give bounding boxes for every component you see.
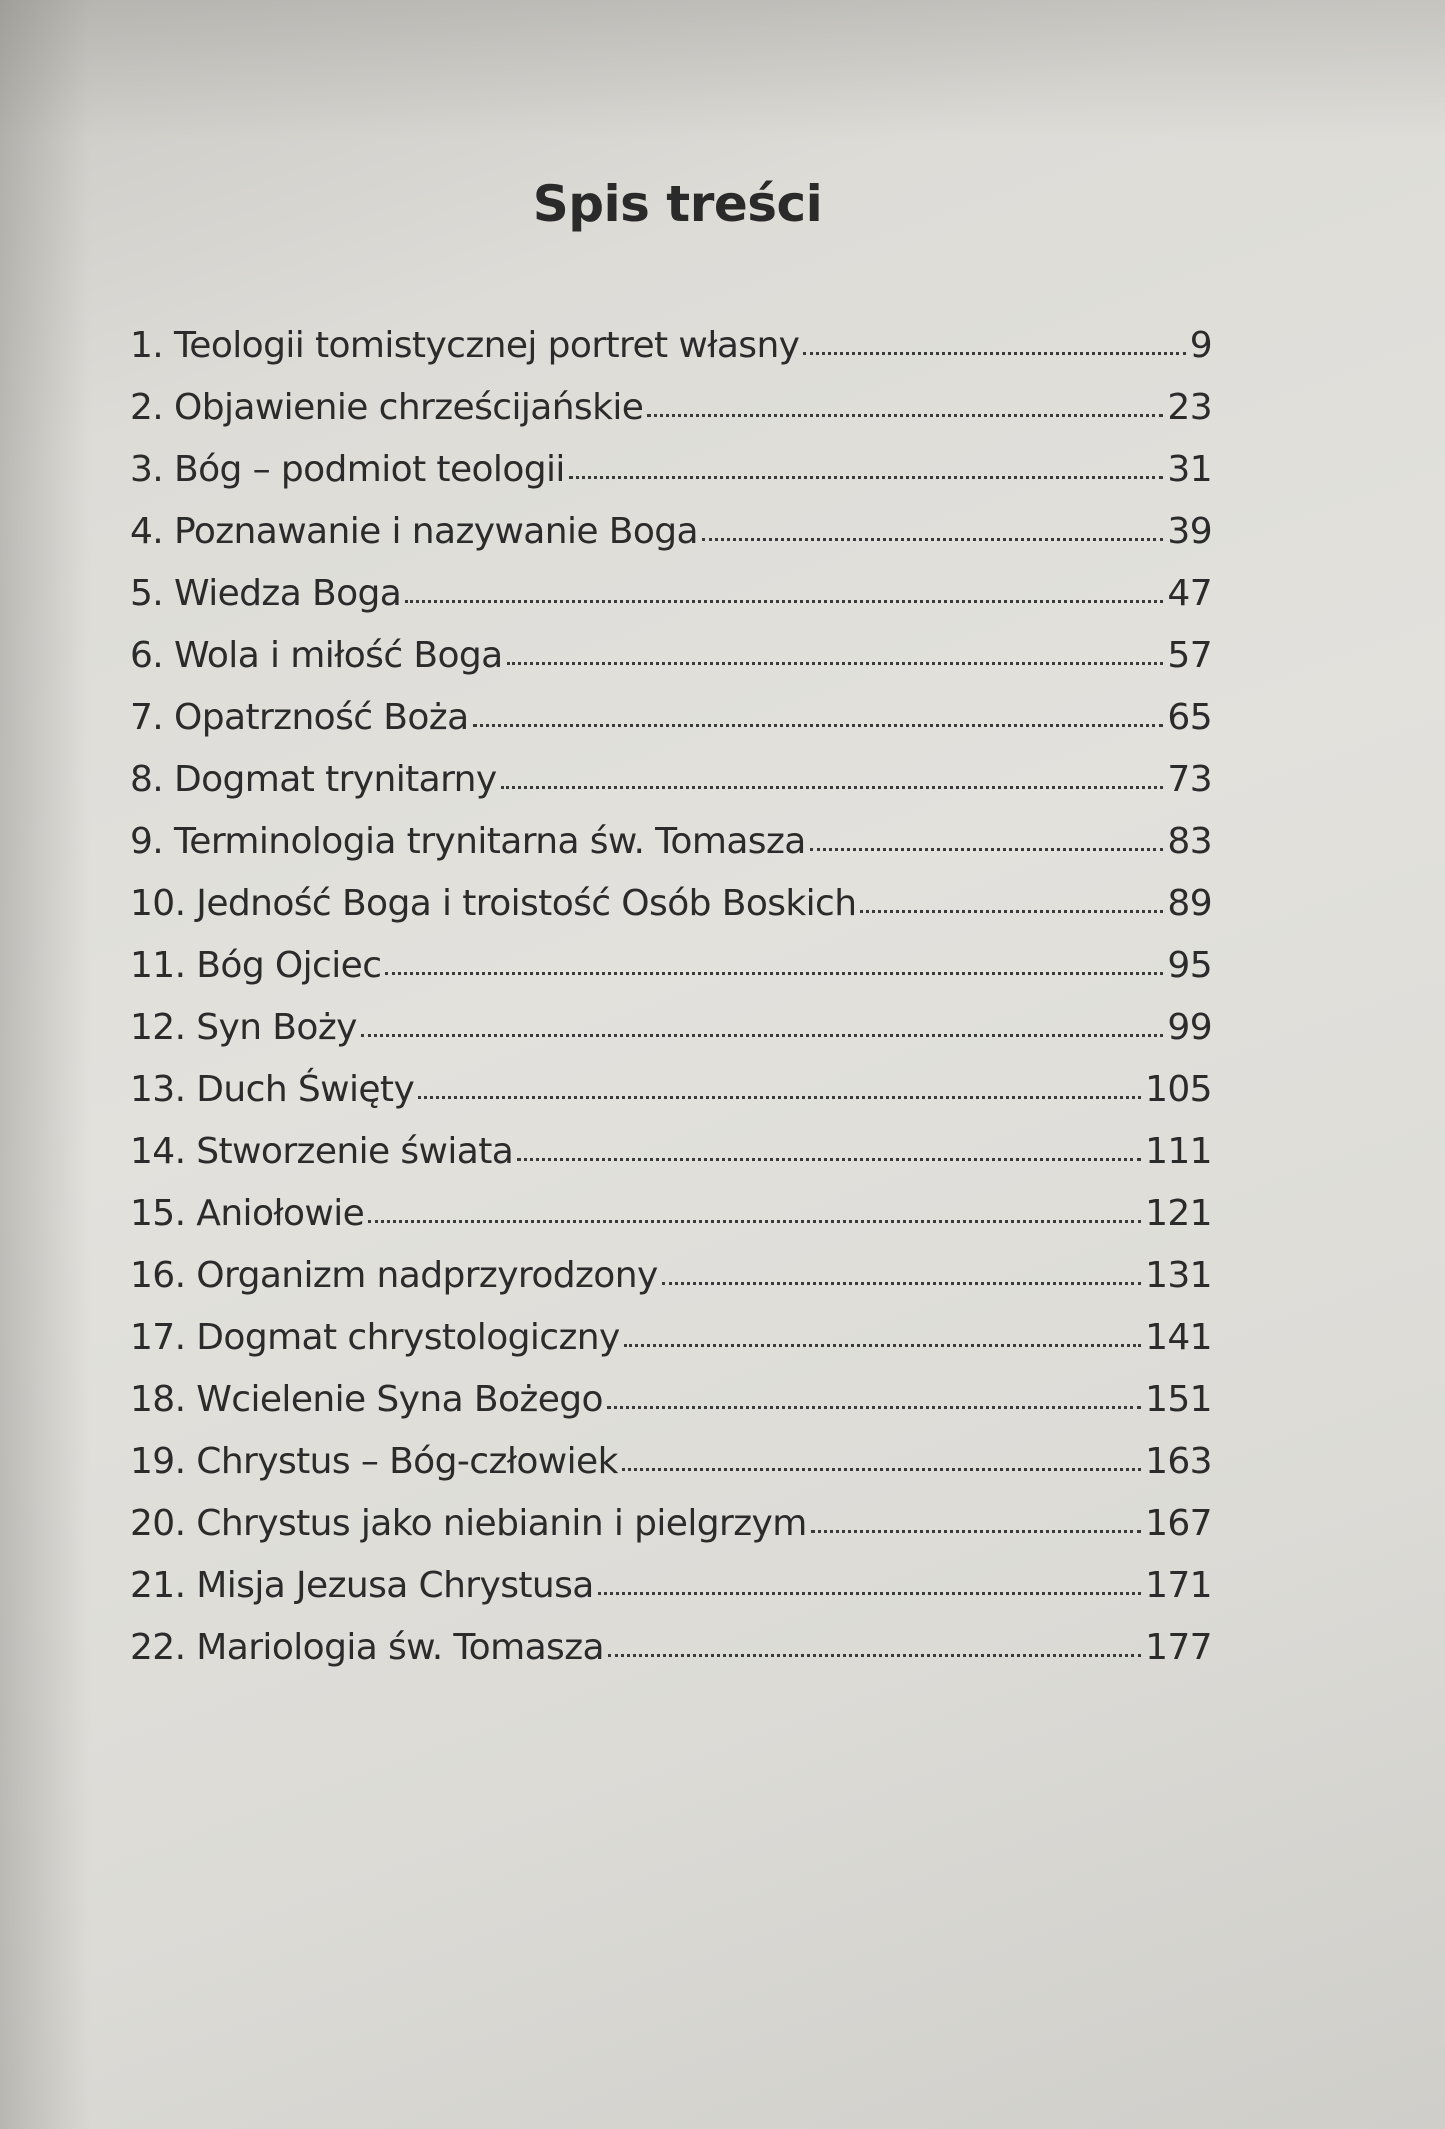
toc-entry-page-number: 167 [1145,1503,1212,1544]
toc-entry-title: 13. Duch Święty [130,1069,415,1110]
page-shadow [0,0,90,2129]
toc-entry-page-number: 99 [1167,1007,1212,1048]
dot-leader [361,1034,1164,1037]
toc-entry-title: 7. Opatrzność Boża [130,697,469,738]
toc-entry-page-number: 151 [1145,1379,1212,1420]
toc-entry-title: 11. Bóg Ojciec [130,945,382,986]
dot-leader [418,1096,1141,1099]
toc-entry-page-number: 31 [1167,449,1212,490]
toc-entry [130,1317,1212,1379]
toc-entry [130,1007,1212,1069]
dot-leader [368,1220,1141,1223]
toc-entry [130,945,1212,1007]
toc-entry [130,1503,1212,1565]
toc-entry-title: 15. Aniołowie [130,1193,365,1234]
dot-leader [860,910,1163,913]
dot-leader [517,1158,1141,1161]
toc-entry [130,883,1212,945]
toc-entry-page-number: 9 [1189,325,1212,366]
dot-leader [622,1468,1141,1471]
toc-entry-title: 21. Misja Jezusa Chrystusa [130,1565,594,1606]
toc-entry-title: 6. Wola i miłość Boga [130,635,503,676]
toc-entry-page-number: 83 [1167,821,1212,862]
toc-entry [130,759,1212,821]
toc-entry-title: 17. Dogmat chrystologiczny [130,1317,620,1358]
toc-entry [130,573,1212,635]
dot-leader [598,1592,1141,1595]
page-shadow-top [0,0,1445,140]
toc-entry-page-number: 163 [1145,1441,1212,1482]
toc-entry [130,821,1212,883]
toc-entry-title: 20. Chrystus jako niebianin i pielgrzym [130,1503,807,1544]
toc-entry [130,449,1212,511]
toc-entry [130,1069,1212,1131]
dot-leader [608,1654,1141,1657]
toc-entry [130,635,1212,697]
toc-entry-title: 1. Teologii tomistycznej portret własny [130,325,800,366]
toc-entry-page-number: 121 [1145,1193,1212,1234]
toc-entry [130,697,1212,759]
dot-leader [501,786,1164,789]
toc-entry-page-number: 23 [1167,387,1212,428]
toc-entry-page-number: 65 [1167,697,1212,738]
toc-entry-page-number: 73 [1167,759,1212,800]
toc-entry-page-number: 47 [1167,573,1212,614]
dot-leader [607,1406,1141,1409]
toc-entry-page-number: 177 [1145,1627,1212,1668]
toc-entry-title: 10. Jedność Boga i troistość Osób Boskich [130,883,857,924]
toc-entry-title: 9. Terminologia trynitarna św. Tomasza [130,821,806,862]
toc-entry [130,387,1212,449]
toc-entry [130,1379,1212,1441]
toc-entry-page-number: 89 [1167,883,1212,924]
dot-leader [647,414,1163,417]
toc-entry [130,1565,1212,1627]
toc-entry [130,1193,1212,1255]
toc-entry [130,325,1212,387]
toc-entry-page-number: 105 [1145,1069,1212,1110]
toc-entry-title: 5. Wiedza Boga [130,573,402,614]
toc-entry-page-number: 171 [1145,1565,1212,1606]
toc-entry [130,1131,1212,1193]
toc-entry-page-number: 57 [1167,635,1212,676]
toc-entry-page-number: 131 [1145,1255,1212,1296]
dot-leader [473,724,1164,727]
dot-leader [385,972,1163,975]
toc-entry-title: 8. Dogmat trynitarny [130,759,497,800]
dot-leader [405,600,1163,603]
toc-entry-title: 19. Chrystus – Bóg-człowiek [130,1441,618,1482]
toc-entry-title: 2. Objawienie chrześcijańskie [130,387,644,428]
dot-leader [803,352,1185,355]
toc-entry-title: 14. Stworzenie świata [130,1131,514,1172]
dot-leader [810,848,1164,851]
toc-entry-title: 22. Mariologia św. Tomasza [130,1627,604,1668]
toc-entry-title: 4. Poznawanie i nazywanie Boga [130,511,699,552]
dot-leader [811,1530,1141,1533]
toc-entry-title: 12. Syn Boży [130,1007,357,1048]
dot-leader [662,1282,1141,1285]
dot-leader [507,662,1164,665]
toc-entry-page-number: 95 [1167,945,1212,986]
toc-entry-title: 18. Wcielenie Syna Bożego [130,1379,603,1420]
toc-entry [130,511,1212,573]
table-of-contents [130,325,1212,1689]
toc-entry-title: 3. Bóg – podmiot teologii [130,449,565,490]
dot-leader [702,538,1163,541]
toc-entry-page-number: 111 [1145,1131,1212,1172]
toc-entry-page-number: 141 [1145,1317,1212,1358]
toc-entry-title: 16. Organizm nadprzyrodzony [130,1255,658,1296]
dot-leader [569,476,1164,479]
toc-entry-page-number: 39 [1167,511,1212,552]
dot-leader [624,1344,1141,1347]
page-title: Spis treści [532,175,823,233]
toc-entry [130,1627,1212,1689]
toc-entry [130,1255,1212,1317]
toc-entry [130,1441,1212,1503]
